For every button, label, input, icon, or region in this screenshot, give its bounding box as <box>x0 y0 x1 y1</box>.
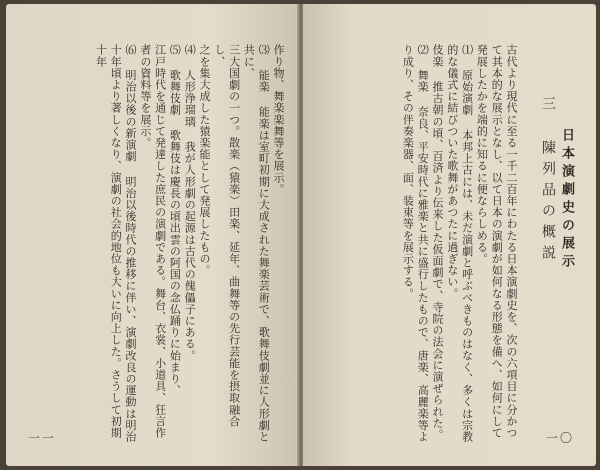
left-page-number: 一一 <box>28 431 57 445</box>
right-page-number: 一〇 <box>545 431 574 445</box>
open-book <box>6 4 596 466</box>
left-page-body-text: 作り物、舞楽楽舞等を展示。 ⑶ 能楽 能楽は室町初期に大成された舞楽芸術で、歌舞伎劇並に人形劇と共に、 三大国劇の一つ。散楽（猿楽）田楽、延年、曲舞等の先行芸能を摂取融合し、 之を集大成した猿楽能として発展したもの。 ⑷ 人形浄瑠璃 我が人形劇の起源は古代の傀儡子にある。 ⑸ 歌舞伎劇 歌舞伎は慶長の頃出雲の阿国の念仏踊りに始まり、 江戸時代を通じて発達した庶民の演劇である。舞台、衣裳、小道具、狂言作者の資料等を展示。 ⑹ 明治以後の新演劇 明治以後時代の推移に伴い、演劇改良の運動は明治十年頃より著しくなり、演劇の社会的地位も大いに向上した。さうして初期十年 <box>94 44 285 443</box>
right-page-body-text: 古代より現代に至る一千二百年にわたる日本演劇史を、次の六項目に分かつて其本的な展示となし、以て日本の演劇が如何なる形態を備へ、如何にして発展したかを端的に知るに便ならしめる。 ⑴ 原始演劇 本邦上古には、未だ演劇と呼ぶべきものはなく、多くは宗教的な儀式に結びついた歌舞があつたに過ぎない。 伎楽 推古朝の頃、百済より伝来した仮面劇で、寺院の法会に演ぜられた。 ⑵ 舞楽 奈良、平安時代に雅楽と共に盛行したもので、唐楽、高麗楽等より成り、その伴奏楽器、面、装束等を展示する。 <box>401 44 518 443</box>
part-title: 三 陳列品の概説 <box>540 96 556 266</box>
chapter-title: 日本演劇史の展示 <box>559 128 574 272</box>
right-page <box>303 4 596 466</box>
left-page <box>6 4 299 466</box>
